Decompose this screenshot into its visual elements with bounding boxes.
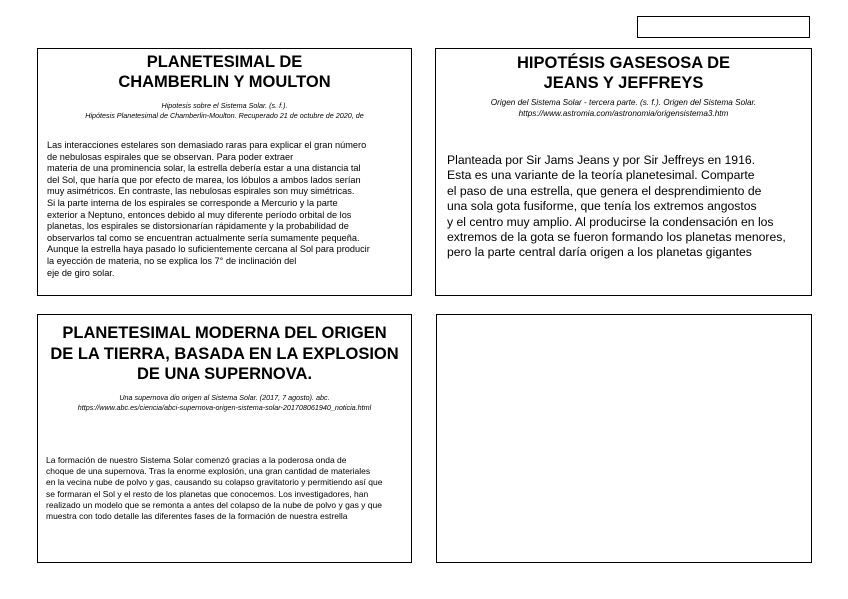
card-reference: [436, 97, 811, 120]
title-line: PLANETESIMAL DE: [146, 53, 303, 71]
body-line: eje de giro solar.: [47, 267, 115, 278]
body-line: materia de una prominencia solar, la estrella debería estar a una distancia tal: [47, 163, 361, 174]
body-line: del Sol, que haría que por efecto de marea, los lóbulos a ambos lados serían: [47, 174, 361, 185]
title-line: CHAMBERLIN Y MOULTON: [118, 73, 331, 92]
card-body: [47, 140, 409, 279]
card-body: [46, 455, 408, 522]
body-line: muy asimétricos. En contraste, las nebulosas espirales son muy simétricas.: [47, 186, 355, 197]
title-line: DE UNA SUPERNOVA.: [136, 365, 313, 383]
body-line: Las interacciones estelares son demasiado raras para explicar el gran número: [47, 140, 367, 150]
body-line: Si la parte interna de los espirales se corresponde a Mercurio y la parte: [47, 197, 338, 208]
body-line: Esta es una variante de la teoría planetesimal. Comparte: [447, 168, 755, 183]
body-line: Aunque la estrella haya pasado lo suficientemente cercana al Sol para producir: [47, 244, 370, 255]
title-line: PLANETESIMAL MODERNA DEL ORIGEN: [62, 324, 387, 342]
body-line: planetas, los espirales se distorsionarían rápidamente y la probabilidad de: [47, 221, 349, 232]
name-field-box[interactable]: [637, 16, 810, 38]
body-line: Planteada por Sir Jams Jeans y por Sir Jeffreys en 1916.: [447, 153, 756, 167]
card-title: [38, 52, 411, 92]
title-line: DE LA TIERRA, BASADA EN LA EXPLOSION: [50, 344, 399, 363]
card-reference: [38, 101, 411, 120]
card-reference: [38, 393, 411, 413]
body-line: la eyección de materia, no se explica los 7° de inclinación del: [47, 255, 297, 266]
reference-line: https://www.astromia.com/astronomia/origensistema3.htm: [518, 109, 729, 119]
card-title: [436, 53, 811, 93]
body-line: observarlos tal como se encuentran actualmente sería sumamente pequeña.: [47, 232, 360, 243]
reference-line: Hipótesis Planetesimal de Chamberlin-Moulton. Recuperado 21 de octubre de 2020, de: [85, 110, 364, 120]
card-body: [447, 153, 812, 261]
card-title: [38, 323, 411, 385]
body-line: exterior a Neptuno, entonces debido al muy diferente período orbital de los: [47, 209, 352, 220]
reference-line: Hipotesis sobre el Sistema Solar. (s. f.).: [161, 101, 288, 110]
body-line: pero la parte central daría origen a los planetas gigantes: [447, 245, 752, 260]
body-line: muestra con todo detalle las diferentes fases de la formación de nuestra estrella: [46, 511, 348, 522]
reference-line: Origen del Sistema Solar - tercera parte. (s. f.). Origen del Sistema Solar.: [490, 98, 757, 107]
reference-line: https://www.abc.es/ciencia/abci-supernova-origen-sistema-solar-201708061940_noticia.html: [77, 403, 372, 412]
body-line: de nebulosas espirales que se observan. Para poder extraer: [47, 151, 294, 162]
body-line: en la vecina nube de polvo y gas, causando su colapso gravitatorio y permitiendo así que: [46, 477, 383, 488]
body-line: el paso de una estrella, que genera el desprendimiento de: [447, 183, 762, 198]
title-line: HIPOTÉSIS GASESOSA DE: [516, 54, 731, 72]
body-line: extremos de la gota se fueron formando los planetas menores,: [447, 230, 786, 245]
card-empty: [436, 314, 812, 563]
body-line: La formación de nuestro Sistema Solar comenzó gracias a la poderosa onda de: [46, 455, 347, 465]
body-line: se formaran el Sol y el resto de los planetas que conocemos. Los investigadores, han: [46, 488, 369, 499]
body-line: una sola gota fusiforme, que tenía los extremos angostos: [447, 199, 757, 214]
card-chamberlin-moulton: [37, 48, 412, 296]
card-jeans-jeffreys: [435, 48, 812, 296]
reference-line: Una supernova dio origen al Sistema Solar. (2017, 7 agosto). abc.: [119, 393, 330, 402]
card-supernova: [37, 314, 412, 563]
title-line: JEANS Y JEFFREYS: [543, 74, 704, 93]
body-line: y el centro muy amplio. Al producirse la condensación en los: [447, 214, 774, 229]
body-line: realizado un modelo que se remonta a antes del colapso de la nube de polvo y gas y que: [46, 499, 382, 510]
body-line: choque de una supernova. Tras la enorme explosión, una gran cantidad de materiales: [46, 466, 371, 477]
